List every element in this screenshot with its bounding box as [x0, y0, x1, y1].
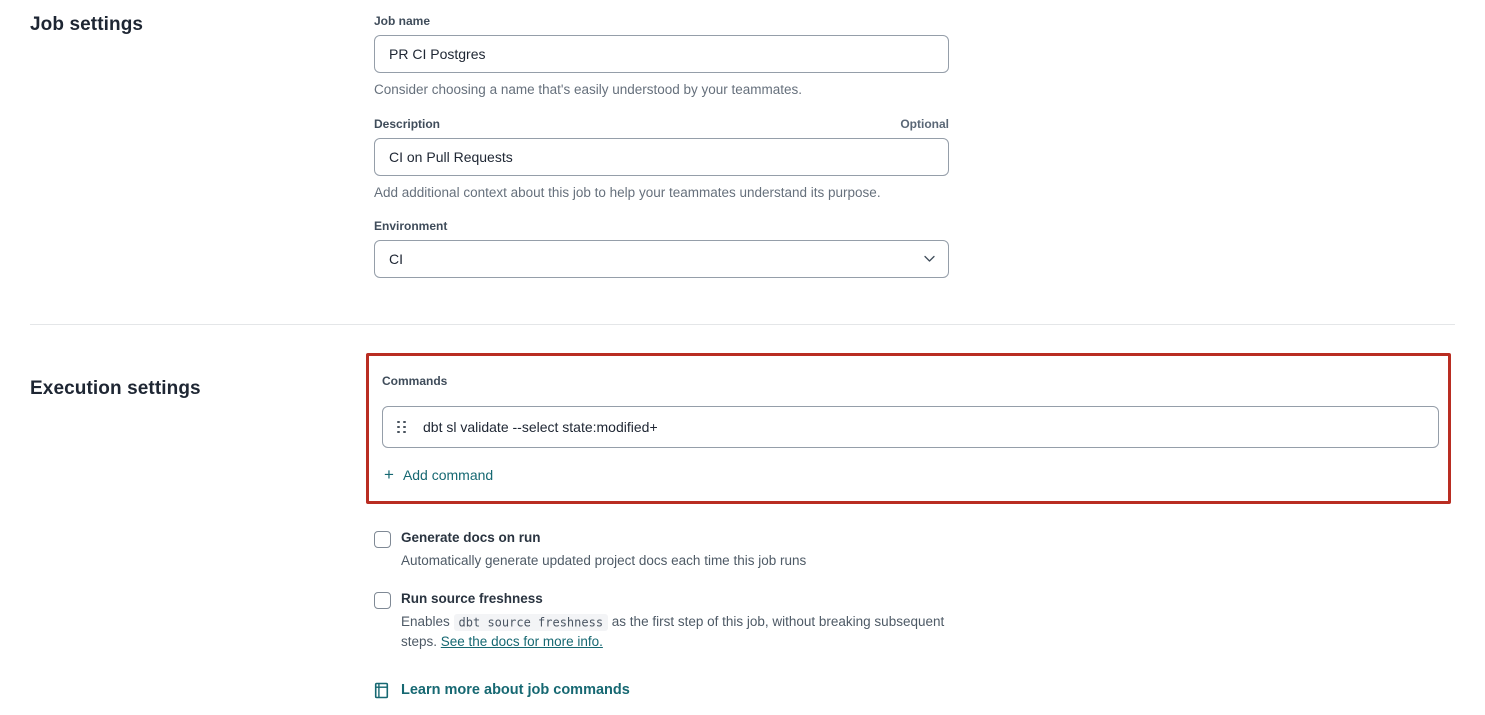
description-input[interactable] — [374, 138, 949, 176]
optional-badge: Optional — [900, 116, 949, 131]
job-name-input[interactable] — [374, 35, 949, 73]
environment-select[interactable] — [374, 240, 949, 278]
chevron-down-icon — [924, 256, 935, 263]
command-row — [382, 406, 1439, 448]
execution-settings-section — [0, 325, 1485, 704]
generate-docs-description: Automatically generate updated project docs each time this job runs — [401, 552, 807, 568]
source-freshness-label[interactable]: Run source freshness — [401, 591, 543, 607]
job-settings-heading-column — [30, 14, 374, 278]
plus-icon: + — [384, 465, 394, 485]
learn-more-label: Learn more about job commands — [401, 682, 630, 699]
environment-selected-value: CI — [389, 251, 403, 268]
drag-handle-icon[interactable] — [397, 421, 406, 434]
add-command-button[interactable] — [382, 466, 493, 483]
generate-docs-group — [374, 530, 1455, 571]
job-name-field — [374, 14, 949, 99]
job-settings-form — [374, 14, 949, 278]
generate-docs-label[interactable]: Generate docs on run — [401, 530, 541, 546]
job-name-label: Job name — [374, 14, 431, 28]
journal-icon — [374, 682, 389, 699]
source-freshness-desc-suffix: as the first step of this job, without breaking subsequent steps. — [401, 614, 945, 650]
execution-settings-heading-column — [30, 353, 374, 704]
source-freshness-checkbox[interactable] — [374, 592, 391, 609]
execution-settings-form — [374, 353, 1455, 704]
environment-field — [374, 219, 949, 278]
description-label: Description — [374, 116, 441, 131]
see-docs-link[interactable]: See the docs for more info. — [440, 634, 603, 650]
environment-label: Environment — [374, 219, 448, 234]
source-freshness-group — [374, 591, 1455, 652]
commands-annotation-box — [366, 353, 1451, 504]
description-field — [374, 117, 949, 202]
job-name-helper: Consider choosing a name that's easily understood by your teammates. — [374, 82, 803, 97]
job-settings-section — [0, 0, 1485, 278]
command-input[interactable] — [423, 419, 1424, 435]
job-settings-heading: Job settings — [30, 14, 144, 35]
description-helper: Add additional context about this job to help your teammates understand its purpose. — [374, 184, 881, 200]
generate-docs-checkbox[interactable] — [374, 531, 391, 548]
add-command-label: Add command — [402, 466, 494, 483]
source-freshness-desc-prefix: Enables — [401, 614, 454, 630]
inline-code-snippet: dbt source freshness — [454, 614, 609, 631]
source-freshness-description — [401, 612, 946, 653]
execution-settings-heading: Execution settings — [30, 378, 201, 400]
commands-label: Commands — [382, 374, 448, 389]
learn-more-link[interactable] — [374, 682, 630, 699]
